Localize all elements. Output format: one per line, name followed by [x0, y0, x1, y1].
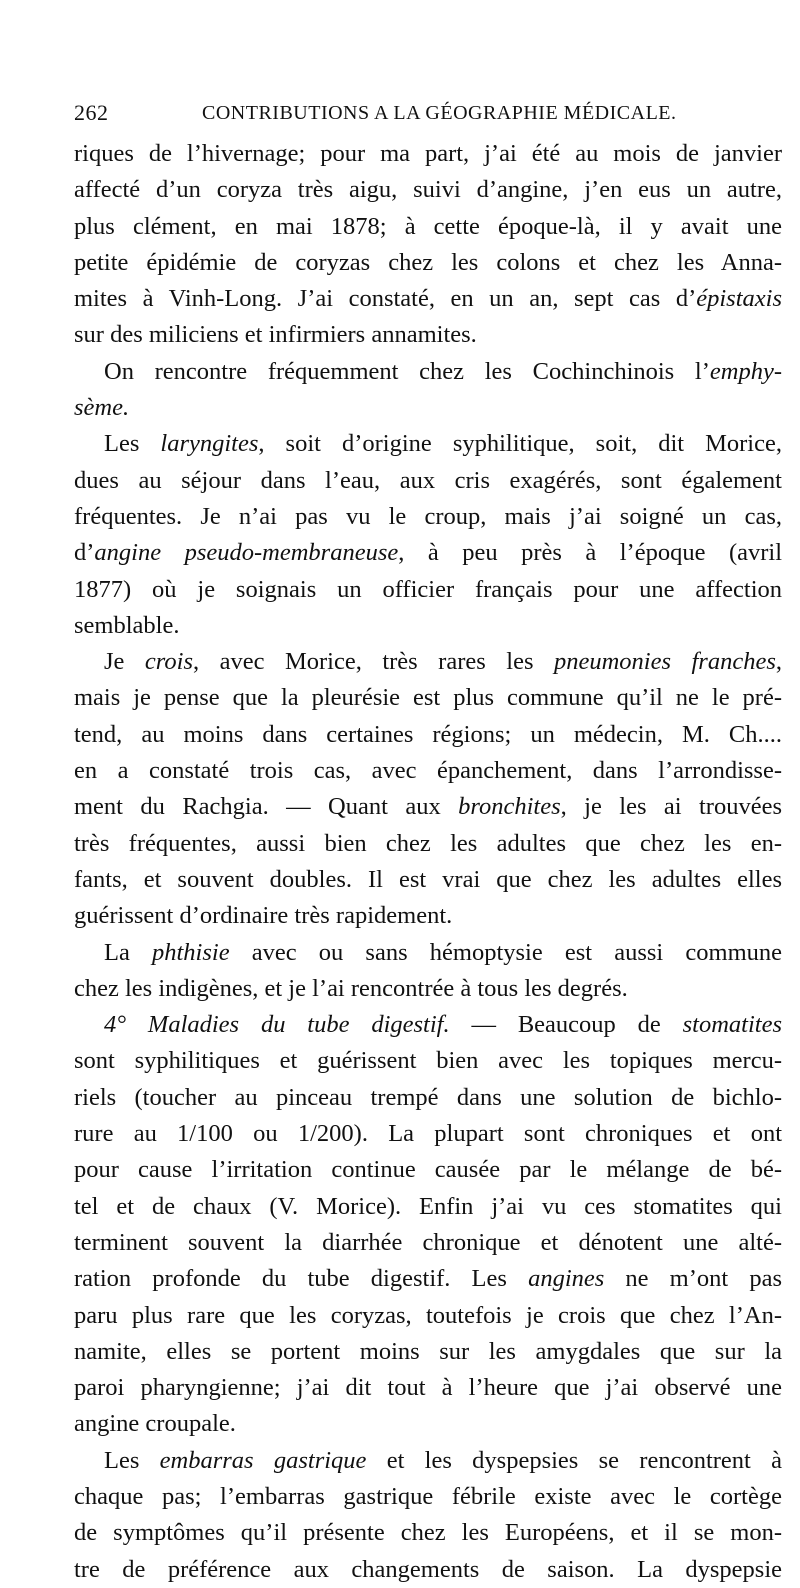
- text-line: [74, 1080, 782, 1116]
- text-line: [74, 1298, 782, 1334]
- text-line: [74, 1334, 782, 1370]
- text-span: sont syphilitiques et guérissent bien avec les topiques mercu-: [74, 1047, 782, 1075]
- text-line: [74, 463, 782, 499]
- text-span: tre de préférence aux changements de saison. La dyspepsie: [74, 1555, 782, 1583]
- text-span: chez les indigènes, et je l’ai rencontrée à tous les degrés.: [74, 974, 628, 1002]
- italic-span: épistaxis: [696, 285, 782, 313]
- text-span: très fréquentes, aussi bien chez les adultes que chez les en-: [74, 829, 782, 857]
- text-span: semblable.: [74, 611, 180, 639]
- text-line: [74, 1515, 782, 1551]
- text-span: ment du Rachgia. — Quant aux: [74, 793, 459, 821]
- text-span: , je les ai trouvées: [560, 793, 782, 821]
- italic-span: laryngites: [160, 430, 259, 458]
- text-line: [74, 172, 782, 208]
- text-span: tel et de chaux (V. Morice). Enfin j’ai vu ces stomatites qui: [74, 1192, 782, 1220]
- text-span: petite épidémie de coryzas chez les colons et chez les Anna-: [74, 248, 782, 276]
- text-line: [74, 317, 782, 353]
- text-span: pour cause l’irritation continue causée par le mélange de bé-: [74, 1156, 782, 1184]
- text-line: [74, 1152, 782, 1188]
- text-line: [74, 1552, 782, 1588]
- text-span: riques de l’hivernage; pour ma part, j’ai été au mois de janvier: [74, 140, 782, 167]
- text-span: paru plus rare que les coryzas, toutefois je crois que chez l’An-: [74, 1301, 782, 1329]
- text-span: ration profonde du tube digestif. Les: [74, 1265, 529, 1293]
- text-line: [74, 354, 782, 390]
- text-line: [74, 1007, 782, 1043]
- text-span: fréquentes. Je n’ai pas vu le croup, mais j’ai soigné un cas,: [74, 502, 782, 530]
- text-span: Les: [104, 430, 161, 458]
- text-span: en a constaté trois cas, avec épanchement, dans l’arrondisse-: [74, 757, 782, 785]
- text-line: [74, 826, 782, 862]
- text-line: [74, 499, 782, 535]
- text-span: 1877) où je soignais un officier français pour une affection: [74, 575, 782, 603]
- text-line: [74, 426, 782, 462]
- text-span: guérissent d’ordinaire très rapidement.: [74, 902, 453, 930]
- italic-span: emphy-: [709, 357, 782, 385]
- text-line: [74, 1370, 782, 1406]
- text-span: terminent souvent la diarrhée chronique et dénotent une alté-: [74, 1228, 782, 1256]
- text-span: , à peu près à l’époque (avril: [398, 539, 782, 567]
- text-line: [74, 789, 782, 825]
- text-line: [74, 935, 782, 971]
- text-span: Les: [104, 1446, 160, 1474]
- text-span: mais je pense que la pleurésie est plus commune qu’il ne le pré-: [74, 684, 782, 712]
- text-span: La: [104, 938, 152, 966]
- text-span: et les dyspepsies se rencontrent à: [366, 1446, 782, 1474]
- text-line: [74, 1043, 782, 1079]
- text-line: [74, 209, 782, 245]
- text-line: [74, 608, 782, 644]
- page-number: 262: [74, 100, 109, 125]
- text-line: [74, 753, 782, 789]
- text-line: [74, 245, 782, 281]
- text-line: [74, 971, 782, 1007]
- text-span: de symptômes qu’il présente chez les Européens, et il se mon-: [74, 1519, 782, 1547]
- text-line: [74, 535, 782, 571]
- text-span: fants, et souvent doubles. Il est vrai que chez les adultes elles: [74, 865, 782, 893]
- text-line: [74, 1443, 782, 1479]
- text-span: dues au séjour dans l’eau, aux cris exagérés, sont également: [74, 466, 782, 494]
- text-line: [74, 1406, 782, 1442]
- text-span: — Beaucoup de: [449, 1011, 683, 1039]
- text-span: On rencontre fréquemment chez les Cochinchinois l’: [104, 357, 710, 385]
- text-line: [74, 644, 782, 680]
- running-title: CONTRIBUTIONS A LA GÉOGRAPHIE MÉDICALE.: [202, 102, 677, 124]
- text-span: Je: [104, 648, 145, 676]
- text-span: affecté d’un coryza très aigu, suivi d’angine, j’en eus un autre,: [74, 176, 782, 204]
- text-line: [74, 1225, 782, 1261]
- text-span: avec ou sans hémoptysie est aussi commune: [229, 938, 782, 966]
- text-span: chaque pas; l’embarras gastrique fébrile existe avec le cortège: [74, 1482, 782, 1510]
- text-line: [74, 1479, 782, 1515]
- italic-span: phthisie: [152, 938, 230, 966]
- text-line: [74, 898, 782, 934]
- text-span: mites à Vinh-Long. J’ai constaté, en un an, sept cas d’: [74, 285, 697, 313]
- text-span: , avec Morice, très rares les: [193, 648, 554, 676]
- text-span: angine croupale.: [74, 1410, 236, 1438]
- body-text: [74, 136, 782, 1588]
- italic-span: bronchites: [458, 793, 561, 821]
- text-span: d’: [74, 539, 95, 567]
- running-header: [74, 96, 778, 130]
- text-line: [74, 281, 782, 317]
- italic-span: stomatites: [682, 1011, 782, 1039]
- text-span: ne m’ont pas: [604, 1265, 782, 1293]
- italic-span: embarras gastrique: [159, 1446, 367, 1474]
- italic-span: pneumonies franches: [553, 648, 776, 676]
- italic-span: crois: [144, 648, 193, 676]
- text-line: [74, 862, 782, 898]
- text-line: [74, 680, 782, 716]
- text-span: plus clément, en mai 1878; à cette époque-là, il y avait une: [74, 212, 782, 240]
- text-span: paroi pharyngienne; j’ai dit tout à l’heure que j’ai observé une: [74, 1374, 782, 1402]
- text-line: [74, 572, 782, 608]
- text-line: [74, 1116, 782, 1152]
- text-span: tend, au moins dans certaines régions; un médecin, M. Ch....: [74, 720, 782, 748]
- text-span: , soit d’origine syphilitique, soit, dit Morice,: [258, 430, 782, 458]
- text-line: [74, 1189, 782, 1225]
- text-span: rure au 1/100 ou 1/200). La plupart sont chroniques et ont: [74, 1120, 782, 1148]
- text-line: [74, 717, 782, 753]
- text-span: namite, elles se portent moins sur les amygdales que sur la: [74, 1337, 782, 1365]
- text-span: ,: [775, 648, 782, 676]
- italic-span: 4° Maladies du tube digestif.: [104, 1011, 450, 1039]
- text-span: riels (toucher au pinceau trempé dans une solution de bichlo-: [74, 1083, 782, 1111]
- text-line: [74, 136, 782, 172]
- italic-span: angine pseudo-membraneuse: [94, 539, 399, 567]
- italic-span: sème.: [74, 394, 130, 422]
- text-line: [74, 390, 782, 426]
- italic-span: angines: [528, 1265, 605, 1293]
- text-line: [74, 1261, 782, 1297]
- text-span: sur des miliciens et infirmiers annamites.: [74, 321, 477, 349]
